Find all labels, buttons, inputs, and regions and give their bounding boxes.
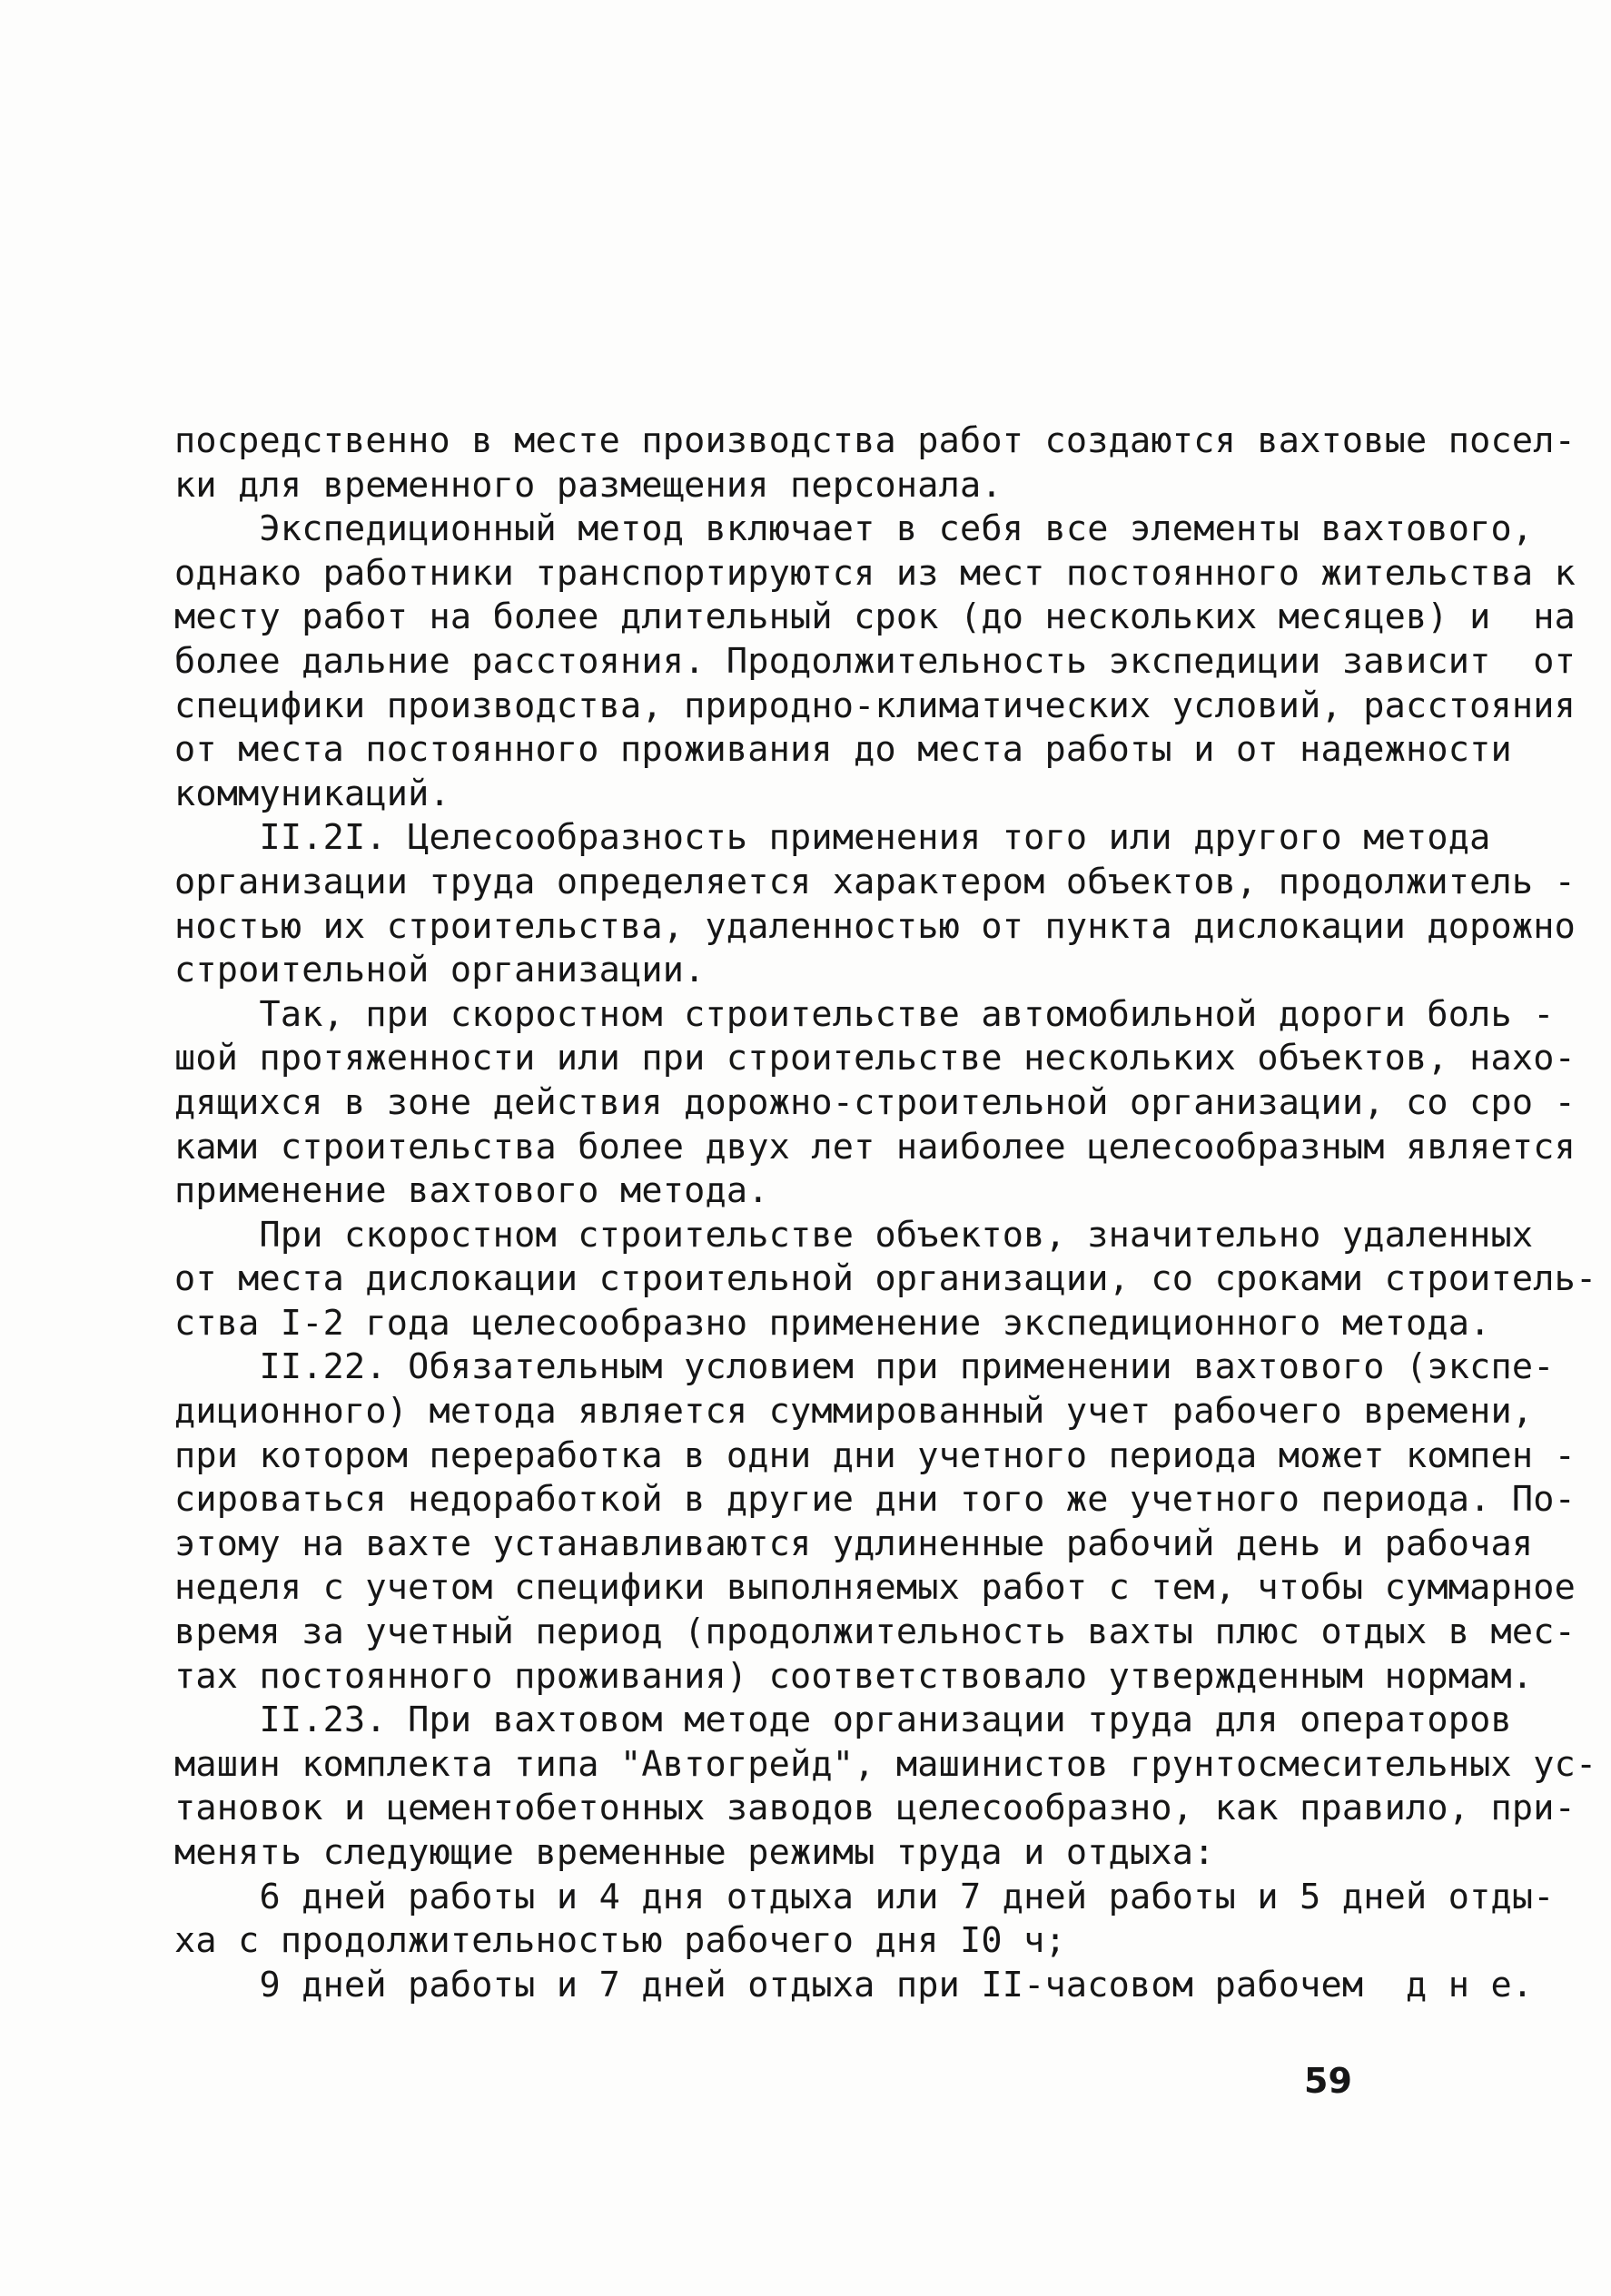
text-line: дящихся в зоне действия дорожно-строительной организации, со сро - xyxy=(174,1081,1576,1123)
text-line: ностью их строительства, удаленностью от пункта дислокации дорожно xyxy=(174,905,1576,947)
text-line: неделя с учетом специфики выполняемых работ с тем, чтобы суммарное xyxy=(174,1567,1576,1609)
text-line: 6 дней работы и 4 дня отдыха или 7 дней работы и 5 дней отды- xyxy=(174,1876,1555,1917)
text-line: от места дислокации строительной организации, со сроками строитель- xyxy=(174,1258,1597,1300)
text-line: машин комплекта типа "Автогрейд", машинистов грунтосмесительных ус- xyxy=(174,1743,1597,1785)
text-line: ками строительства более двух лет наиболее целесообразным является xyxy=(174,1126,1576,1168)
text-line: от места постоянного проживания до места работы и от надежности xyxy=(174,729,1512,771)
text-line: однако работники транспортируются из мест постоянного жительства к xyxy=(174,552,1576,594)
text-line: применение вахтового метода. xyxy=(174,1170,769,1212)
text-line: организации труда определяется характером объектов, продолжитель - xyxy=(174,861,1576,902)
text-line: строительной организации. xyxy=(174,950,706,991)
text-line: 9 дней работы и 7 дней отдыха при II-часовом рабочем д н е. xyxy=(174,1964,1534,2005)
text-line: ха с продолжительностью рабочего дня I0 ч; xyxy=(174,1920,1066,1962)
text-line: при котором переработка в одни дни учетного периода может компен - xyxy=(174,1434,1576,1476)
text-line: менять следующие временные режимы труда и отдыха: xyxy=(174,1832,1215,1873)
text-line: II.2I. Целесообразность применения того или другого метода xyxy=(174,817,1491,859)
text-line: При скоростном строительстве объектов, значительно удаленных xyxy=(174,1214,1534,1256)
text-line: этому на вахте устанавливаются удлиненные рабочий день и рабочая xyxy=(174,1522,1534,1564)
text-line: сироваться недоработкой в другие дни того же учетного периода. По- xyxy=(174,1479,1576,1521)
text-line: II.22. Обязательным условием при применении вахтового (экспе- xyxy=(174,1346,1555,1388)
text-line: Экспедиционный метод включает в себя все элементы вахтового, xyxy=(174,508,1534,550)
text-line: шой протяженности или при строительстве нескольких объектов, нахо- xyxy=(174,1038,1576,1079)
text-line: специфики производства, природно-климатических условий, расстояния xyxy=(174,685,1576,726)
text-line: тах постоянного проживания) соответствовало утвержденным нормам. xyxy=(174,1655,1534,1697)
body-text xyxy=(174,419,1597,2007)
text-line: диционного) метода является суммированный учет рабочего времени, xyxy=(174,1391,1534,1433)
text-line: месту работ на более длительный срок (до нескольких месяцев) и на xyxy=(174,596,1576,638)
text-line: более дальние расстояния. Продолжительность экспедиции зависит от xyxy=(174,640,1576,682)
text-line: коммуникаций. xyxy=(174,773,450,814)
text-line: время за учетный период (продолжительность вахты плюс отдых в мес- xyxy=(174,1611,1576,1653)
text-line: Так, при скоростном строительстве автомобильной дороги боль - xyxy=(174,993,1555,1035)
text-line: посредственно в месте производства работ создаются вахтовые посел- xyxy=(174,420,1576,461)
text-line: тановок и цементобетонных заводов целесообразно, как правило, при- xyxy=(174,1788,1576,1829)
text-line: II.23. При вахтовом методе организации труда для операторов xyxy=(174,1700,1512,1741)
text-line: ки для временного размещения персонала. xyxy=(174,464,1003,506)
text-line: ства I-2 года целесообразно применение экспедиционного метода. xyxy=(174,1302,1491,1344)
page-number: 59 xyxy=(1304,2061,1352,2101)
